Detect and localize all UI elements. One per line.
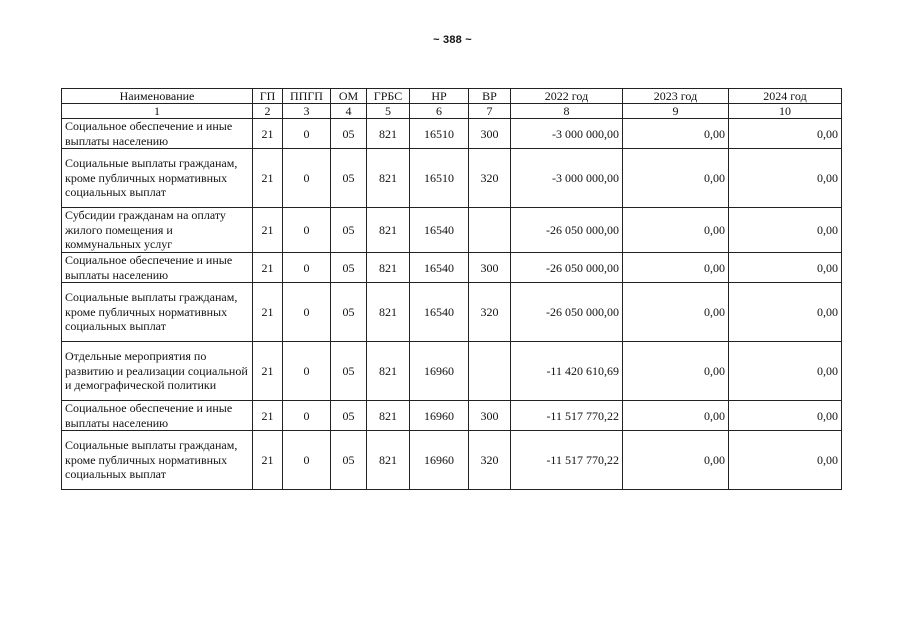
header-cell-grbs: ГРБС <box>367 89 410 104</box>
cell-2022: -26 050 000,00 <box>511 208 623 253</box>
cell-2023: 0,00 <box>623 119 729 149</box>
budget-table <box>61 88 842 490</box>
cell-2024: 0,00 <box>729 119 842 149</box>
cell-gp: 21 <box>253 283 283 342</box>
cell-ppgp: 0 <box>283 119 331 149</box>
cell-nr: 16960 <box>410 431 469 490</box>
cell-2022: -11 517 770,22 <box>511 431 623 490</box>
cell-om: 05 <box>331 431 367 490</box>
cell-2022: -26 050 000,00 <box>511 253 623 283</box>
cell-ppgp: 0 <box>283 283 331 342</box>
cell-nr: 16540 <box>410 253 469 283</box>
cell-2023: 0,00 <box>623 253 729 283</box>
cell-gp: 21 <box>253 119 283 149</box>
cell-2023: 0,00 <box>623 283 729 342</box>
cell-nr: 16540 <box>410 208 469 253</box>
cell-om: 05 <box>331 208 367 253</box>
cell-name: Субсидии гражданам на оплату жилого помещения и коммунальных услуг <box>62 208 253 253</box>
column-number-cell: 9 <box>623 104 729 119</box>
cell-gp: 21 <box>253 401 283 431</box>
column-number-cell: 2 <box>253 104 283 119</box>
cell-vr: 320 <box>469 431 511 490</box>
column-number-cell: 3 <box>283 104 331 119</box>
cell-2024: 0,00 <box>729 283 842 342</box>
cell-2022: -3 000 000,00 <box>511 149 623 208</box>
cell-2023: 0,00 <box>623 401 729 431</box>
cell-gp: 21 <box>253 253 283 283</box>
table-row <box>62 431 842 490</box>
table-row <box>62 283 842 342</box>
cell-gp: 21 <box>253 431 283 490</box>
table-row <box>62 208 842 253</box>
page-number: ~ 388 ~ <box>433 34 472 46</box>
cell-om: 05 <box>331 342 367 401</box>
cell-vr <box>469 342 511 401</box>
cell-2024: 0,00 <box>729 401 842 431</box>
cell-2023: 0,00 <box>623 431 729 490</box>
column-number-cell: 10 <box>729 104 842 119</box>
cell-name: Социальные выплаты гражданам, кроме публичных нормативных социальных выплат <box>62 149 253 208</box>
cell-ppgp: 0 <box>283 401 331 431</box>
table-row <box>62 119 842 149</box>
cell-vr: 300 <box>469 119 511 149</box>
header-row <box>62 89 842 104</box>
cell-om: 05 <box>331 401 367 431</box>
header-cell-nr: НР <box>410 89 469 104</box>
cell-om: 05 <box>331 283 367 342</box>
cell-vr: 300 <box>469 253 511 283</box>
cell-ppgp: 0 <box>283 208 331 253</box>
header-cell-2022: 2022 год <box>511 89 623 104</box>
cell-2024: 0,00 <box>729 342 842 401</box>
cell-2022: -3 000 000,00 <box>511 119 623 149</box>
cell-grbs: 821 <box>367 149 410 208</box>
cell-2024: 0,00 <box>729 149 842 208</box>
cell-2022: -11 420 610,69 <box>511 342 623 401</box>
cell-grbs: 821 <box>367 119 410 149</box>
cell-gp: 21 <box>253 342 283 401</box>
header-cell-2023: 2023 год <box>623 89 729 104</box>
column-number-cell: 4 <box>331 104 367 119</box>
cell-om: 05 <box>331 253 367 283</box>
table-row <box>62 149 842 208</box>
table-row <box>62 342 842 401</box>
column-number-cell: 6 <box>410 104 469 119</box>
cell-name: Отдельные мероприятия по развитию и реализации социальной и демографической политики <box>62 342 253 401</box>
cell-nr: 16510 <box>410 119 469 149</box>
cell-2022: -11 517 770,22 <box>511 401 623 431</box>
header-cell-om: ОМ <box>331 89 367 104</box>
cell-nr: 16540 <box>410 283 469 342</box>
cell-grbs: 821 <box>367 283 410 342</box>
cell-nr: 16960 <box>410 342 469 401</box>
cell-ppgp: 0 <box>283 149 331 208</box>
cell-vr: 320 <box>469 149 511 208</box>
table-row <box>62 253 842 283</box>
cell-2023: 0,00 <box>623 149 729 208</box>
cell-ppgp: 0 <box>283 253 331 283</box>
cell-grbs: 821 <box>367 253 410 283</box>
cell-2024: 0,00 <box>729 431 842 490</box>
cell-nr: 16960 <box>410 401 469 431</box>
cell-om: 05 <box>331 149 367 208</box>
cell-grbs: 821 <box>367 342 410 401</box>
header-cell-ppgp: ППГП <box>283 89 331 104</box>
cell-name: Социальные выплаты гражданам, кроме публичных нормативных социальных выплат <box>62 283 253 342</box>
cell-om: 05 <box>331 119 367 149</box>
cell-grbs: 821 <box>367 401 410 431</box>
column-number-cell: 8 <box>511 104 623 119</box>
cell-name: Социальное обеспечение и иные выплаты населению <box>62 119 253 149</box>
cell-vr: 300 <box>469 401 511 431</box>
cell-2023: 0,00 <box>623 342 729 401</box>
cell-name: Социальное обеспечение и иные выплаты населению <box>62 401 253 431</box>
header-cell-gp: ГП <box>253 89 283 104</box>
cell-vr <box>469 208 511 253</box>
header-cell-vr: ВР <box>469 89 511 104</box>
column-number-cell: 7 <box>469 104 511 119</box>
cell-name: Социальные выплаты гражданам, кроме публичных нормативных социальных выплат <box>62 431 253 490</box>
column-number-cell: 5 <box>367 104 410 119</box>
cell-gp: 21 <box>253 208 283 253</box>
cell-2022: -26 050 000,00 <box>511 283 623 342</box>
cell-grbs: 821 <box>367 208 410 253</box>
cell-2024: 0,00 <box>729 253 842 283</box>
cell-2024: 0,00 <box>729 208 842 253</box>
column-number-row <box>62 104 842 119</box>
cell-nr: 16510 <box>410 149 469 208</box>
cell-gp: 21 <box>253 149 283 208</box>
column-number-cell: 1 <box>62 104 253 119</box>
cell-ppgp: 0 <box>283 431 331 490</box>
cell-name: Социальное обеспечение и иные выплаты населению <box>62 253 253 283</box>
header-cell-2024: 2024 год <box>729 89 842 104</box>
cell-2023: 0,00 <box>623 208 729 253</box>
cell-grbs: 821 <box>367 431 410 490</box>
header-cell-name: Наименование <box>62 89 253 104</box>
cell-ppgp: 0 <box>283 342 331 401</box>
cell-vr: 320 <box>469 283 511 342</box>
table-row <box>62 401 842 431</box>
